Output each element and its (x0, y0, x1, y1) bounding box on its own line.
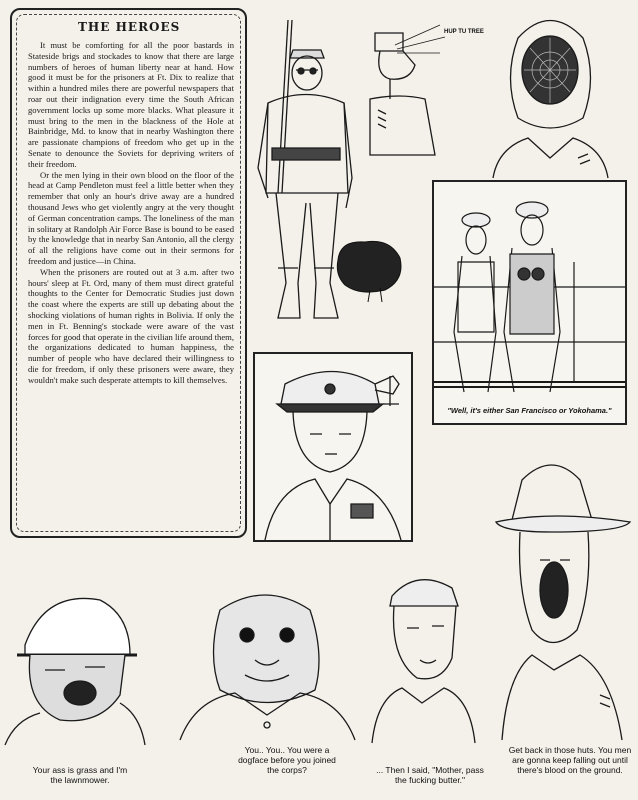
caption-butter: ... Then I said, "Mother, pass the fucking butter." (376, 765, 484, 785)
toilet-head-soldier-illustration (370, 15, 484, 155)
sailors-caption: "Well, it's either San Francisco or Yokohama." (447, 406, 612, 415)
sailors-cartoon-frame (432, 180, 627, 425)
caption-dogface: You.. You.. You were a dogface before you joined the corps? (238, 745, 336, 775)
article-paragraph: Or the men lying in their own blood on the floor of the head at Camp Pendleton must feel a little better when they remember that only an hour's drive away are a hundred thousand Jews who get violently angry at the very thought of German concentration camps. The loneliness of the man in solitary at Randolph Air Force Base is bound to be eased by the knowledge that in nearby San Antonio, all the clergy of all the religions have come out in their sermons for freedom and justice—in China. (28, 169, 234, 266)
caption-blood: Get back in those huts. You men are gonna keep falling out until there's blood on the ground. (508, 745, 632, 775)
gorilla-marine-illustration (175, 575, 360, 740)
cracked-face-illustration (488, 8, 613, 178)
helmet-soldier-illustration (5, 585, 155, 745)
caption-grass: Your ass is grass and I'm the lawnmower. (32, 765, 128, 785)
windup-officer-illustration (255, 354, 411, 540)
article-box (10, 8, 247, 538)
article-title: THE HEROES (72, 20, 186, 34)
toilet-sign-text: HUP TU TREE (444, 29, 484, 35)
article-paragraph: It must be comforting for all the poor bastards in Stateside brigs and stockades to know that there are large numbers of heroes of human liberty near at hand. How good it must be for the prisoners at Ft. Dix to realize that within a hundred miles there are powerful newspapers that roar out their indignation every time the South African government locks up some more blacks. What pleasure it must bring to the men in the blackness of the Hole at Bainbridge, Md. to know that in nearby Washington there are passionate champions of freedom who get up in the Senate to denounce the Soviets for depriving writers of their freedom. (28, 40, 234, 169)
officer-cartoon-frame (253, 352, 413, 542)
marine-private-illustration (372, 568, 477, 743)
article-body (28, 40, 234, 386)
scribbled-creature-illustration (330, 230, 410, 310)
drill-instructor-illustration (492, 440, 632, 740)
article-paragraph: When the prisoners are routed out at 3 a.m. after two hours' sleep at Ft. Ord, many of them must direct grateful thoughts to the Center for Democratic Studies just down the coast where the experts are still up debating about the shocking violations of human rights in Bolivia. If only the men in Ft. Benning's stockade were aware of the vast forces for good that operate in the civilian life around them, the organizations dedicated to human happiness, the number of people who have declared their willingness to die for freedom, if only these prisoners were aware, they wouldn't make such desperate attempts to kill themselves. (28, 266, 234, 385)
sailors-illustration (434, 182, 625, 423)
